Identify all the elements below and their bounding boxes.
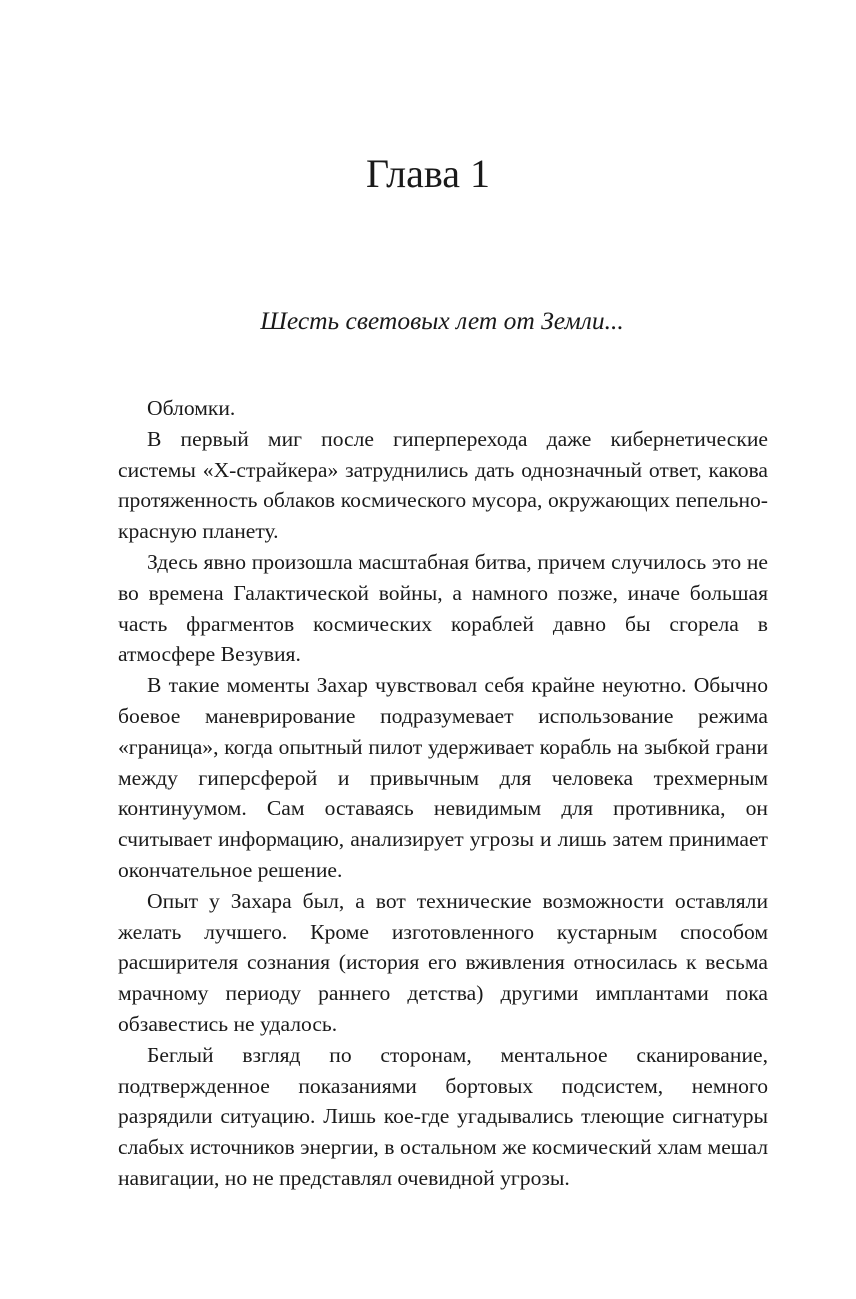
chapter-epigraph: Шесть световых лет от Земли... xyxy=(260,306,624,335)
chapter-body xyxy=(118,393,768,1194)
paragraph: Обломки. xyxy=(147,396,236,420)
chapter-title: Глава 1 xyxy=(366,151,490,196)
paragraph: Беглый взгляд по сторонам, ментальное сканирование, подтвержденное показаниями бортовых подсистем, немного разрядили ситуацию. Лишь кое-где угадывались тлеющие сигнатуры слабых источников энергии, в остальном же космический хлам мешал навигации, но не представлял очевидной угрозы. xyxy=(118,1042,768,1190)
paragraph: В первый миг после гиперперехода даже кибернетические системы «Х-страйкера» затруднились дать однозначный ответ, какова протяженность облаков космического мусора, окружающих пепельно-красную планету. xyxy=(118,426,768,544)
paragraph: Опыт у Захара был, а вот технические возможности оставляли желать лучшего. Кроме изготовленного кустарным способом расширителя сознания (история его вживления относилась к весьма мрачному периоду раннего детства) другими имплантами пока обзавестись не удалось. xyxy=(118,888,768,1036)
paragraph: Здесь явно произошла масштабная битва, причем случилось это не во времена Галактической войны, а намного позже, иначе большая часть фрагментов космических кораблей давно бы сгорела в атмосфере Везувия. xyxy=(118,549,768,667)
paragraph: В такие моменты Захар чувствовал себя крайне неуютно. Обычно боевое маневрирование подразумевает использование режима «граница», когда опытный пилот удерживает корабль на зыбкой грани между гиперсферой и привычным для человека трехмерным континуумом. Сам оставаясь невидимым для противника, он считывает информацию, анализирует угрозы и лишь затем принимает окончательное решение. xyxy=(118,673,768,882)
